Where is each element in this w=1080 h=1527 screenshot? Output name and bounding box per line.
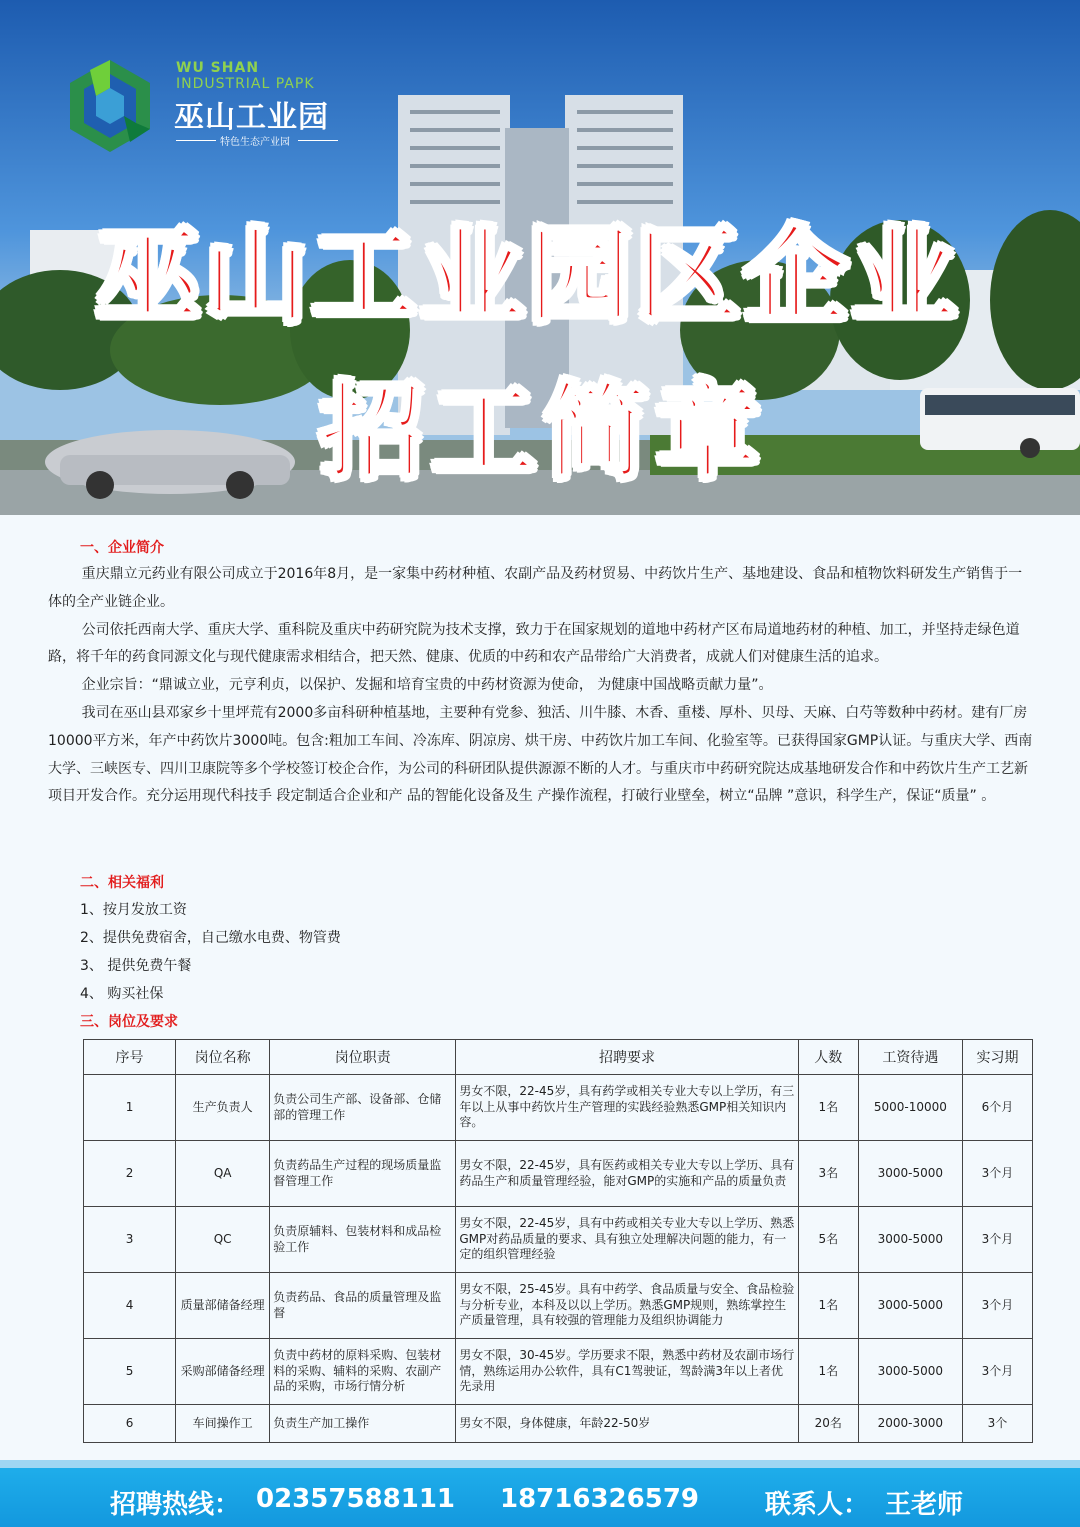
section-heading-intro: 一、企业简介: [80, 540, 164, 556]
col-header-duty: 岗位职责: [270, 1040, 456, 1075]
table-row: [84, 1141, 1033, 1207]
table-row: [84, 1207, 1033, 1273]
col-header-probation: 实习期: [962, 1040, 1032, 1075]
col-header-no: 序号: [84, 1040, 176, 1075]
table-row: [84, 1273, 1033, 1339]
cell-probation: 3个月: [962, 1339, 1032, 1405]
logo-subtitle: 特色生态产业园: [220, 137, 290, 148]
hotline-label: 招聘热线：: [110, 1490, 241, 1520]
hotline-phone-2: 18716326579: [500, 1484, 699, 1514]
logo-divider-left: [176, 140, 216, 141]
cell-duty: 负责原辅料、包装材料和成品检验工作: [270, 1207, 456, 1273]
cell-duty: 负责药品生产过程的现场质量监督管理工作: [270, 1141, 456, 1207]
cell-title: 质量部储备经理: [176, 1273, 270, 1339]
cell-duty: 负责公司生产部、设备部、仓储部的管理工作: [270, 1075, 456, 1141]
cell-salary: 3000-5000: [858, 1273, 962, 1339]
intro-paragraph: 我司在巫山县邓家乡十里坪荒有2000多亩科研种植基地，主要种有党参、独活、川牛膝、木香、重楼、厚朴、贝母、天麻、白芍等数种中药材。建有厂房10000平方米，年产中药饮片3000吨。包含:粗加工车间、冷冻库、阴凉房、烘干房、中药饮片加工车间、化验室等。已获得国家GMP认证。与重庆大学、西南大学、三峡医专、四川卫康院等多个学校签订校企合作，为公司的科研团队提供源源不断的人才。与重庆市中药研究院达成基地研发合作和中药饮片生产工艺新项目开发合作。充分运用现代科技手 段定制适合企业和产 品的智能化设备及生 产操作流程，打破行业壁垒，树立“品牌 ”意识，科学生产，保证“质量” 。: [48, 704, 1033, 805]
cell-duty: 负责中药材的原料采购、包装材料的采购、辅料的采购、农副产品的采购，市场行情分析: [270, 1339, 456, 1405]
cell-no: 3: [84, 1207, 176, 1273]
cell-probation: 6个月: [962, 1075, 1032, 1141]
cell-no: 4: [84, 1273, 176, 1339]
cell-salary: 5000-10000: [858, 1075, 962, 1141]
cell-probation: 3个月: [962, 1207, 1032, 1273]
main-title-line2: 招工简章: [320, 371, 769, 493]
cell-no: 6: [84, 1405, 176, 1443]
table-row: [84, 1339, 1033, 1405]
cell-requirement: 男女不限，22-45岁，具有中药或相关专业大专以上学历、熟悉GMP对药品质量的要求、具有独立处理解决问题的能力，有一定的组织管理经验: [456, 1207, 798, 1273]
cell-title: 车间操作工: [176, 1405, 270, 1443]
intro-text: [48, 561, 1034, 811]
col-header-count: 人数: [798, 1040, 858, 1075]
intro-paragraph: 公司依托西南大学、重庆大学、重科院及重庆中药研究院为技术支撑，致力于在国家规划的道地中药材产区布局道地药材的种植、加工，并坚持走绿色道路，将千年的药食同源文化与现代健康需求相结合，把天然、健康、优质的中药和农产品带给广大消费者，成就人们对健康生活的追求。: [48, 621, 1020, 666]
cell-requirement: 男女不限，身体健康，年龄22-50岁: [456, 1405, 798, 1443]
cell-duty: 负责药品、食品的质量管理及监督: [270, 1273, 456, 1339]
cell-salary: 3000-5000: [858, 1207, 962, 1273]
contact-footer: [0, 1460, 1080, 1527]
logo-english-line2: INDUSTRIAL PAPK: [176, 76, 315, 92]
benefit-item: 3、 提供免费午餐: [80, 958, 192, 974]
intro-paragraph: 企业宗旨：“鼎诚立业，元亨利贞，以保护、发掘和培育宝贵的中药材资源为使命， 为健康中国战略贡献力量”。: [81, 677, 773, 694]
cell-title: QC: [176, 1207, 270, 1273]
cell-requirement: 男女不限，22-45岁，具有医药或相关专业大专以上学历、具有药品生产和质量管理经验，能对GMP的实施和产品的质量负责: [456, 1141, 798, 1207]
cell-probation: 3个月: [962, 1273, 1032, 1339]
cell-requirement: 男女不限，22-45岁，具有药学或相关专业大专以上学历，有三年以上从事中药饮片生产管理的实践经验熟悉GMP相关知识内容。: [456, 1075, 798, 1141]
logo-chinese-name: 巫山工业园: [174, 100, 329, 135]
cell-title: 采购部储备经理: [176, 1339, 270, 1405]
cell-count: 1名: [798, 1075, 858, 1141]
cell-salary: 3000-5000: [858, 1339, 962, 1405]
cell-count: 5名: [798, 1207, 858, 1273]
benefit-item: 4、 购买社保: [80, 986, 164, 1002]
col-header-requirement: 招聘要求: [456, 1040, 798, 1075]
contact-name: 王老师: [885, 1490, 964, 1520]
table-row: [84, 1075, 1033, 1141]
cell-duty: 负责生产加工操作: [270, 1405, 456, 1443]
hero-banner: [0, 0, 1080, 515]
contact-label: 联系人：: [765, 1490, 870, 1520]
cell-title: QA: [176, 1141, 270, 1207]
benefit-item: 1、按月发放工资: [80, 902, 187, 918]
cell-probation: 3个: [962, 1405, 1032, 1443]
logo-english-line1: WU SHAN: [176, 60, 260, 76]
intro-paragraph: 重庆鼎立元药业有限公司成立于2016年8月，是一家集中药材种植、农副产品及药材贸易、中药饮片生产、基地建设、食品和植物饮料研发生产销售于一体的全产业链企业。: [48, 566, 1023, 610]
cell-count: 20名: [798, 1405, 858, 1443]
cell-no: 2: [84, 1141, 176, 1207]
cell-requirement: 男女不限，25-45岁。具有中药学、食品质量与安全、食品检验与分析专业，本科及以以上学历。熟悉GMP规则，熟练掌控生产质量管理，具有较强的管理能力及组织协调能力: [456, 1273, 798, 1339]
cell-requirement: 男女不限，30-45岁。学历要求不限，熟悉中药材及农副市场行情，熟练运用办公软件，具有C1驾驶证，驾龄满3年以上者优先录用: [456, 1339, 798, 1405]
section-heading-benefits: 二、相关福利: [80, 875, 164, 891]
footer-stripe: [0, 1460, 1080, 1468]
main-title-line1: 巫山工业园区企业: [96, 215, 961, 337]
benefit-item: 2、提供免费宿舍，自己缴水电费、物管费: [80, 930, 341, 946]
table-row: [84, 1405, 1033, 1443]
cell-salary: 2000-3000: [858, 1405, 962, 1443]
col-header-title: 岗位名称: [176, 1040, 270, 1075]
cell-title: 生产负责人: [176, 1075, 270, 1141]
cell-no: 1: [84, 1075, 176, 1141]
table-header-row: [84, 1040, 1033, 1075]
section-heading-positions: 三、岗位及要求: [80, 1014, 178, 1030]
cell-count: 1名: [798, 1273, 858, 1339]
cell-count: 1名: [798, 1339, 858, 1405]
positions-table: [83, 1039, 1033, 1443]
cell-probation: 3个月: [962, 1141, 1032, 1207]
logo-divider-right: [298, 140, 338, 141]
col-header-salary: 工资待遇: [858, 1040, 962, 1075]
cell-count: 3名: [798, 1141, 858, 1207]
cell-salary: 3000-5000: [858, 1141, 962, 1207]
cell-no: 5: [84, 1339, 176, 1405]
hotline-phone-1: 02357588111: [256, 1484, 455, 1514]
